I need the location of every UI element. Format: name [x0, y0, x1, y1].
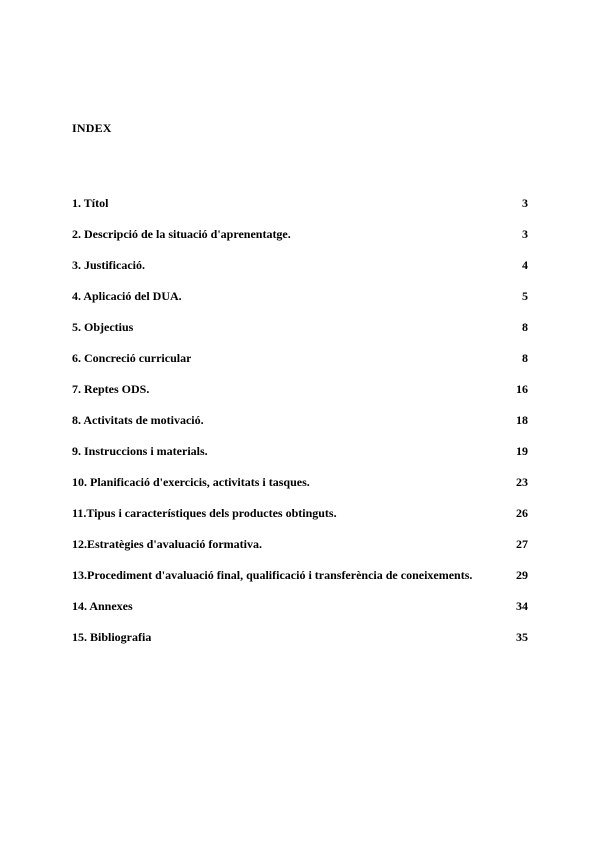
toc-entry-page: 5 — [522, 289, 528, 303]
toc-entry-label: 7. Reptes ODS. — [72, 382, 150, 396]
toc-entry-9 — [72, 444, 528, 475]
toc-entry-5 — [72, 320, 528, 351]
toc-entry-2 — [72, 227, 528, 258]
toc-entry-page: 29 — [516, 568, 528, 582]
toc-entry-10 — [72, 475, 528, 506]
toc-entry-label: 6. Concreció curricular — [72, 351, 192, 365]
toc-entry-14 — [72, 599, 528, 630]
toc-entry-label: 5. Objectius — [72, 320, 134, 334]
toc-entry-15 — [72, 630, 528, 661]
toc-entry-page: 23 — [516, 475, 528, 489]
toc-entry-label: 14. Annexes — [72, 599, 133, 613]
toc-entry-label: 15. Bibliografia — [72, 630, 152, 644]
toc-entry-label: 3. Justificació. — [72, 258, 145, 272]
toc-entry-page: 27 — [516, 537, 528, 551]
toc-entry-page: 34 — [516, 599, 528, 613]
index-heading: INDEX — [72, 121, 112, 135]
toc-entry-13 — [72, 568, 528, 599]
toc-entry-4 — [72, 289, 528, 320]
toc-entry-1 — [72, 196, 528, 227]
toc-entry-label: 12.Estratègies d'avaluació formativa. — [72, 537, 262, 551]
toc-entry-11 — [72, 506, 528, 537]
toc-entry-label: 11.Tipus i característiques dels productes obtinguts. — [72, 506, 337, 520]
toc-entry-page: 8 — [522, 320, 528, 334]
toc-entry-page: 3 — [522, 227, 528, 241]
toc-entry-page: 26 — [516, 506, 528, 520]
toc-entry-label: 13.Procediment d'avaluació final, qualificació i transferència de coneixements. — [72, 568, 473, 582]
table-of-contents — [72, 196, 528, 661]
toc-entry-6 — [72, 351, 528, 382]
toc-entry-3 — [72, 258, 528, 289]
toc-entry-page: 4 — [522, 258, 528, 272]
toc-entry-page: 19 — [516, 444, 528, 458]
toc-entry-page: 18 — [516, 413, 528, 427]
toc-entry-page: 16 — [516, 382, 528, 396]
toc-entry-label: 8. Activitats de motivació. — [72, 413, 204, 427]
toc-entry-page: 3 — [522, 196, 528, 210]
toc-entry-label: 10. Planificació d'exercicis, activitats i tasques. — [72, 475, 310, 489]
toc-entry-8 — [72, 413, 528, 444]
toc-entry-page: 35 — [516, 630, 528, 644]
toc-entry-label: 1. Títol — [72, 196, 109, 210]
toc-entry-12 — [72, 537, 528, 568]
toc-entry-7 — [72, 382, 528, 413]
toc-entry-page: 8 — [522, 351, 528, 365]
toc-entry-label: 2. Descripció de la situació d'aprenentatge. — [72, 227, 291, 241]
toc-entry-label: 4. Aplicació del DUA. — [72, 289, 182, 303]
toc-entry-label: 9. Instruccions i materials. — [72, 444, 208, 458]
